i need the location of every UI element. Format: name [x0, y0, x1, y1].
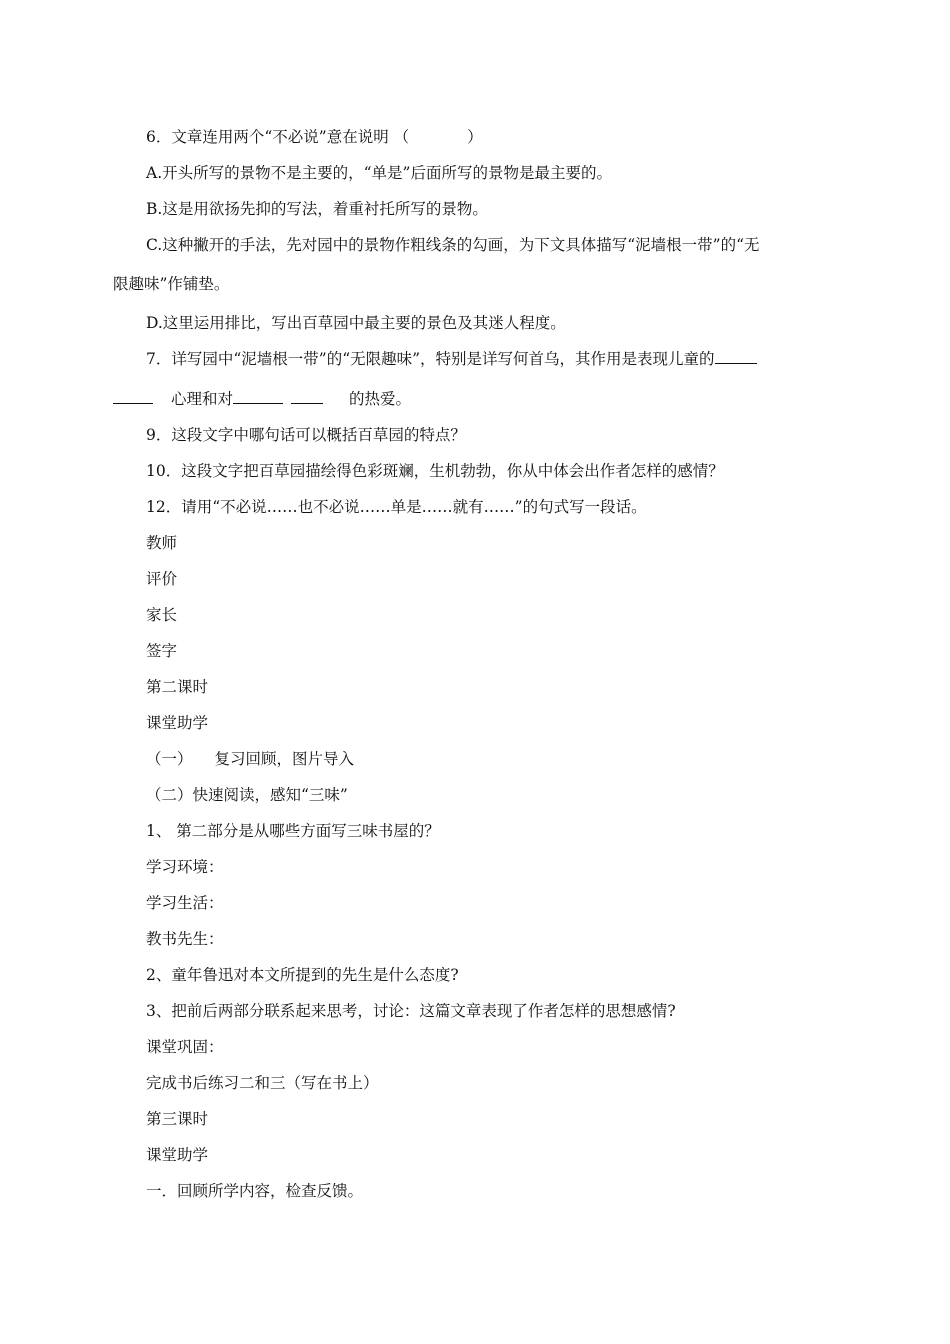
answer-blank[interactable]: [233, 389, 283, 404]
answer-blank[interactable]: [291, 389, 323, 404]
lesson-2-environment: 学习环境：: [146, 858, 224, 876]
lesson-2-teacher: 教书先生：: [146, 930, 224, 948]
question-6-option-c-line1: C.这种撇开的手法，先对园中的景物作粗线条的勾画，为下文具体描写“泥墙根一带”的“无: [146, 236, 760, 254]
question-7-text-end: 的热爱。: [349, 390, 412, 408]
question-6-option-c-line2: 限趣味”作铺垫。: [113, 275, 230, 293]
question-6-option-a: A.开头所写的景物不是主要的，“单是”后面所写的景物是最主要的。: [146, 164, 612, 182]
lesson-2-item-3: 3、把前后两部分联系起来思考，讨论：这篇文章表现了作者怎样的思想感情?: [146, 1002, 676, 1020]
label-signature: 签字: [146, 642, 178, 660]
label-evaluation: 评价: [146, 570, 178, 588]
lesson-2-life: 学习生活：: [146, 894, 224, 912]
step-text: 复习回顾，图片导入: [214, 750, 355, 768]
lesson-3-title: 第三课时: [146, 1110, 209, 1128]
question-10: 10．这段文字把百草园描绘得色彩斑斓，生机勃勃，你从中体会出作者怎样的感情？: [146, 462, 724, 480]
answer-blank[interactable]: [113, 389, 153, 404]
question-6-text: 6．文章连用两个“不必说”意在说明 （: [146, 128, 410, 146]
lesson-2-title: 第二课时: [146, 678, 209, 696]
question-6-option-b: B.这是用欲扬先抑的写法，着重衬托所写的景物。: [146, 200, 488, 218]
lesson-2-homework: 完成书后练习二和三（写在书上）: [146, 1074, 379, 1092]
step-number: （一）: [146, 750, 193, 768]
lesson-2-item-1: 1、 第二部分是从哪些方面写三味书屋的？: [146, 822, 440, 840]
question-9: 9．这段文字中哪句话可以概括百草园的特点？: [146, 426, 466, 444]
lesson-2-step-1: [146, 749, 354, 769]
lesson-3-section: 课堂助学: [146, 1146, 209, 1164]
question-6-option-d: D.这里运用排比，写出百草园中最主要的景色及其迷人程度。: [146, 314, 566, 332]
question-7-text-mid: 心理和对: [171, 390, 234, 408]
lesson-2-consolidate: 课堂巩固：: [146, 1038, 224, 1056]
question-7-line2: [113, 389, 411, 409]
lesson-2-section: 课堂助学: [146, 714, 209, 732]
label-parent: 家长: [146, 606, 178, 624]
question-6-close-paren: ）: [467, 128, 483, 146]
answer-blank[interactable]: [715, 349, 757, 364]
question-7-line1: [146, 349, 757, 369]
question-6-stem: [146, 127, 483, 147]
lesson-2-item-2: 2、童年鲁迅对本文所提到的先生是什么态度?: [146, 966, 459, 984]
question-12: 12．请用“不必说……也不必说……单是……就有……”的句式写一段话。: [146, 498, 647, 516]
lesson-2-step-2: （二）快速阅读，感知“三味”: [146, 786, 348, 804]
lesson-3-item-1: 一．回顾所学内容，检查反馈。: [146, 1182, 364, 1200]
question-7-text: 7．详写园中“泥墙根一带”的“无限趣味”，特别是详写何首乌，其作用是表现儿童的: [146, 350, 715, 368]
label-teacher: 教师: [146, 534, 178, 552]
